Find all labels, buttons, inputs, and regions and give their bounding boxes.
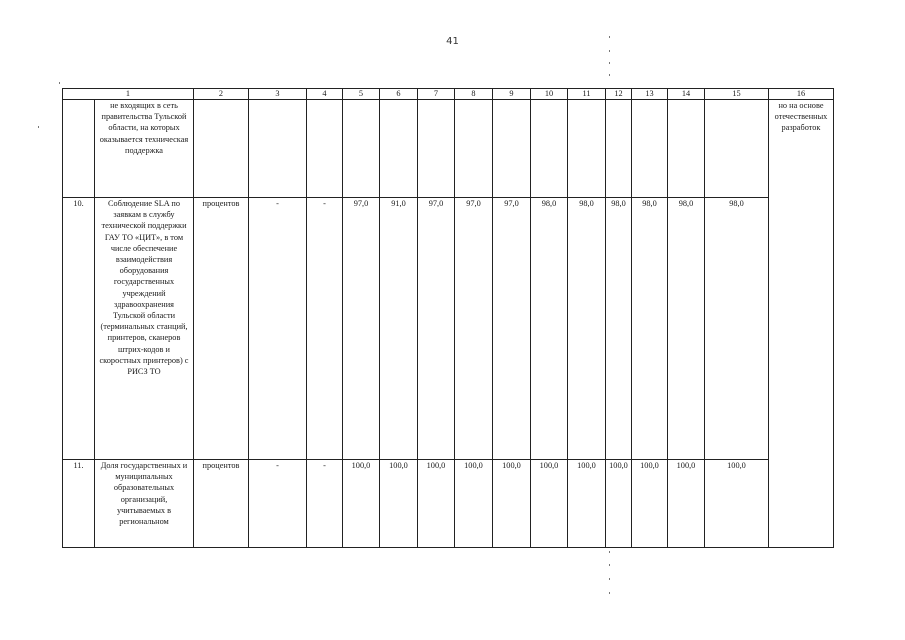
note-cell: но на основе отечественных разработок <box>769 100 834 548</box>
header-cell: 2 <box>194 89 249 100</box>
header-cell: 10 <box>531 89 568 100</box>
value-cell: 98,0 <box>568 198 606 460</box>
scan-mark <box>609 74 610 76</box>
value-cell: 97,0 <box>455 198 493 460</box>
header-cell: 14 <box>668 89 705 100</box>
page-number: 41 <box>446 36 459 47</box>
scan-mark <box>609 50 610 52</box>
scan-mark <box>38 126 39 128</box>
value-cell: 100,0 <box>493 460 531 548</box>
row-number-cell <box>63 100 95 198</box>
scan-mark <box>609 564 610 566</box>
value-cell: 100,0 <box>632 460 668 548</box>
unit-cell: процентов <box>194 198 249 460</box>
data-cell <box>705 100 769 198</box>
value-cell: 100,0 <box>705 460 769 548</box>
data-cell: - <box>249 460 307 548</box>
table-row <box>63 460 834 548</box>
data-cell <box>455 100 493 198</box>
value-cell: 91,0 <box>380 198 418 460</box>
data-cell <box>668 100 705 198</box>
header-cell: 1 <box>63 89 194 100</box>
data-cell <box>249 100 307 198</box>
data-cell: - <box>307 460 343 548</box>
value-cell: 100,0 <box>568 460 606 548</box>
header-cell: 5 <box>343 89 380 100</box>
scan-mark <box>609 578 610 580</box>
header-cell: 12 <box>606 89 632 100</box>
header-cell: 15 <box>705 89 769 100</box>
data-cell <box>493 100 531 198</box>
indicator-name-cell: не входящих в сеть правительства Тульской области, на которых оказывается техническая поддержка <box>95 100 194 198</box>
data-cell <box>531 100 568 198</box>
header-cell: 9 <box>493 89 531 100</box>
table-row <box>63 198 834 460</box>
value-cell: 100,0 <box>343 460 380 548</box>
unit-cell <box>194 100 249 198</box>
value-cell: 97,0 <box>493 198 531 460</box>
value-cell: 98,0 <box>531 198 568 460</box>
value-cell: 98,0 <box>668 198 705 460</box>
data-cell <box>632 100 668 198</box>
value-cell: 100,0 <box>380 460 418 548</box>
scan-mark <box>609 551 610 553</box>
header-cell: 13 <box>632 89 668 100</box>
header-cell: 8 <box>455 89 493 100</box>
value-cell: 100,0 <box>418 460 455 548</box>
value-cell: 97,0 <box>418 198 455 460</box>
table-row <box>63 100 834 198</box>
value-cell: 100,0 <box>668 460 705 548</box>
indicator-name-cell: Соблюдение SLA по заявкам в службу технической поддержки ГАУ ТО «ЦИТ», в том числе обеспечение взаимодействия оборудования государственных учреждений здравоохранения Тульской области (терминальных станций, принтеров, сканеров штрих-кодов и скоростных принтеров) с РИСЗ ТО <box>95 198 194 460</box>
data-cell <box>343 100 380 198</box>
indicator-name-cell: Доля государственных и муниципальных образовательных организаций, учитываемых в региональном <box>95 460 194 548</box>
data-cell <box>418 100 455 198</box>
table-header-row <box>63 89 834 100</box>
data-cell: - <box>307 198 343 460</box>
data-cell <box>380 100 418 198</box>
value-cell: 98,0 <box>632 198 668 460</box>
header-cell: 11 <box>568 89 606 100</box>
data-cell: - <box>249 198 307 460</box>
header-cell: 6 <box>380 89 418 100</box>
header-cell: 7 <box>418 89 455 100</box>
header-cell: 16 <box>769 89 834 100</box>
scan-mark <box>609 62 610 64</box>
scan-mark <box>609 36 610 38</box>
value-cell: 100,0 <box>606 460 632 548</box>
value-cell: 100,0 <box>531 460 568 548</box>
indicators-table <box>62 88 834 548</box>
scan-mark <box>59 82 60 84</box>
scan-mark <box>609 592 610 594</box>
row-number-cell: 10. <box>63 198 95 460</box>
header-cell: 4 <box>307 89 343 100</box>
value-cell: 98,0 <box>705 198 769 460</box>
value-cell: 97,0 <box>343 198 380 460</box>
unit-cell: процентов <box>194 460 249 548</box>
value-cell: 98,0 <box>606 198 632 460</box>
data-cell <box>568 100 606 198</box>
value-cell: 100,0 <box>455 460 493 548</box>
data-cell <box>606 100 632 198</box>
header-cell: 3 <box>249 89 307 100</box>
row-number-cell: 11. <box>63 460 95 548</box>
data-cell <box>307 100 343 198</box>
